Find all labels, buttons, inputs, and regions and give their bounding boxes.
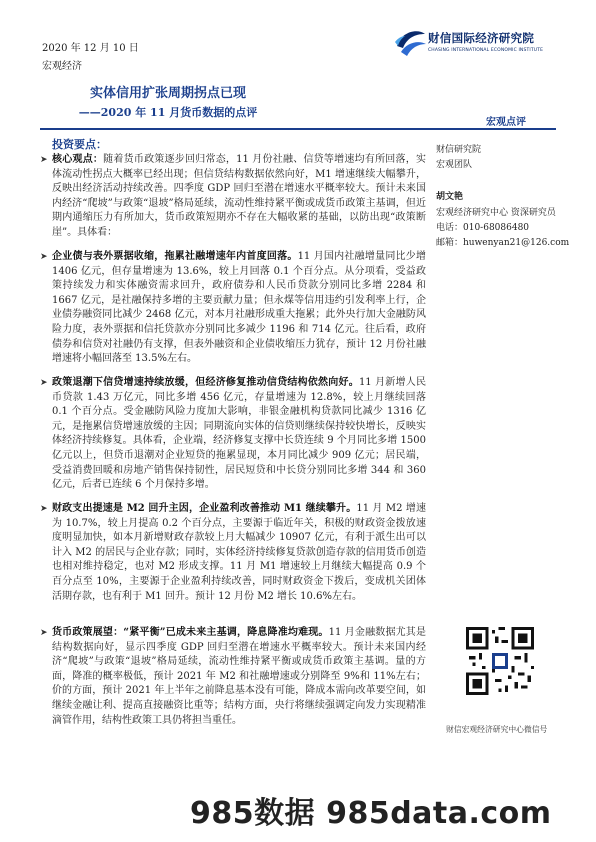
- paragraph-lead: 财政支出提速是 M2 回升主因，企业盈利改善推动 M1 继续攀升。: [52, 503, 357, 514]
- summary-paragraph-1: [52, 153, 426, 241]
- paragraph-lead: 货币政策展望：“紧平衡”已成未来主基调，降息降准均难现。: [52, 627, 329, 638]
- paragraph-body: 11 月 M2 增速为 10.7%，较上月提高 0.2 个百分点，主要源于临近年关，积极的财政资金拨放速度明显加快，如本月新增财政存款较上月大幅减少 10907 亿元，有利于派生出可以计入 M2 的居民与企业存款；同时，实体经济持续修复贷款创造存款的信用货币创造也相对维持稳定，也对 M2 形成支撑。11 月 M1 增速较上月继续大幅提高 0.9 个百分点至 10%，主要源于企业盈利持续改善，同时财政资金下拨后，变成机关团体活期存款，也有利于 M1 回升。预计 12 月份 M2 增长 10.6%左右。: [52, 503, 426, 602]
- paragraph-body: 11 月国内社融增量同比少增 1406 亿元，但存量增速为 13.6%，较上月回落 0.1 个百分点。从分项看，受益政策持续发力和实体融资需求回升，政府债券和人民币贷款分别同比多增 2284 和 1667 亿元，是社融保持多增的主要贡献力量；但永煤等信用违约引发利率上行，企业债券融资同比减少 2468 亿元，对本月社融形成重大拖累；此外央行加大金融防风险力度，表外票据和信托贷款亦分别同比多减少 1196 和 714 亿元。往后看，政府债券和信贷对社融仍有支撑，但表外融资和企业债收缩压力犹存，预计 12 月份社融增速将小幅回落至 13.5%左右。: [52, 251, 427, 365]
- qr-code-icon: [466, 627, 534, 695]
- header-divider: [40, 128, 556, 130]
- sidebar-team: 宏观团队: [436, 160, 473, 170]
- summary-paragraph-4: [52, 502, 426, 604]
- paragraph-lead: 核心观点：: [52, 154, 104, 165]
- qr-caption: 财信宏观经济研究中心微信号: [446, 725, 548, 734]
- bullet-arrow-icon: ➤: [40, 155, 48, 165]
- report-title: 实体信用扩张周期拐点已现: [89, 86, 246, 101]
- paragraph-lead: 政策退潮下信贷增速持续放缓，但经济修复推动信贷结构依然向好。: [52, 377, 359, 388]
- analyst-dept: 宏观经济研究中心 资深研究员: [436, 208, 556, 218]
- summary-paragraph-2: [52, 250, 426, 367]
- paragraph-body: 11 月新增人民币贷款 1.43 万亿元，同比多增 456 亿元，存量增速为 12.8%，较上月继续回落 0.1 个百分点。受金融防风险力度加大影响，非银金融机构贷款同比减少 1316 亿元，是拖累信贷增速放缓的主因；同期流向实体的信贷则继续保持较快增长，反映实体经济持续修复。具体看，企业端，经济修复支撑中长贷连续 9 个月同比多增 1500 亿元以上，但贷币退潮对企业短贷的拖累显现，本月同比减少 909 亿元；居民端，受益消费回暖和房地产销售保持韧性，居民短贷和中长贷分别同比多增 344 和 360 亿元，后者已连续 6 个月保持多增。: [52, 377, 426, 491]
- bullet-arrow-icon: ➤: [40, 378, 48, 388]
- logo-en-text: CHASING INTERNATIONAL ECONOMIC INSTITUTE: [428, 48, 544, 53]
- summary-paragraph-5: [52, 626, 426, 728]
- bullet-arrow-icon: ➤: [40, 628, 48, 638]
- logo-emblem-icon: [395, 31, 426, 56]
- paragraph-body: 11 月金融数据尤其是结构数据向好，显示四季度 GDP 回归至潜在增速水平概率较大。预计未来国内经济“爬坡”与政策“退坡”格局延续，流动性维持紧平衡或成货币政策主基调。量的方面，降准的概率极低，预计 2021 年 M2 和社融增速或分别降至 9%和 11%左右；价的方面，预计 2021 年上半年之前降息基本没有可能，降成本需向改革要空间，如继续金融让利、提高直接融资比重等；结构方面，央行将继续强调定向发力实现精准滴管作用，结构性政策工具仍将担当重任。: [52, 627, 426, 726]
- report-date: 2020 年 12 月 10 日: [42, 43, 139, 54]
- report-type: 宏观点评: [486, 117, 526, 128]
- report-subtitle: ——2020 年 11 月货币数据的点评: [78, 106, 258, 119]
- sidebar-org: 财信研究院: [436, 145, 482, 155]
- paragraph-lead: 企业债与表外票据收缩，拖累社融增速年内首度回落。: [52, 251, 298, 262]
- bullet-arrow-icon: ➤: [40, 252, 48, 262]
- report-category: 宏观经济: [42, 61, 82, 72]
- logo-cn-text: 财信国际经济研究院: [428, 31, 535, 45]
- analyst-name: 胡文艳: [436, 192, 464, 202]
- paragraph-body: 随着货币政策逐步回归常态，11 月份社融、信贷等增速均有所回落，实体流动性拐点大概率已经出现；但信贷结构数据依然向好，M1 增速继续大幅攀升，反映出经济活动持续改善。四季度 GDP 回归至潜在增速水平概率较大。预计未来国内经济“爬坡”与政策“退坡”格局延续，流动性维持紧平衡或成货币政策主基调，但近期内通缩压力有所加大，货币政策短期亦不存在大幅收紧的基础，以防出现“政策断崖”。具体看：: [52, 154, 426, 238]
- analyst-phone: 电话：010-68086480: [436, 223, 530, 233]
- analyst-email: 邮箱：huwenyan21@126.com: [436, 238, 570, 248]
- bullet-arrow-icon: ➤: [40, 504, 48, 514]
- watermark: 985数据 985data.com: [190, 796, 552, 831]
- summary-title: 投资要点：: [52, 138, 107, 151]
- summary-paragraph-3: [52, 376, 426, 493]
